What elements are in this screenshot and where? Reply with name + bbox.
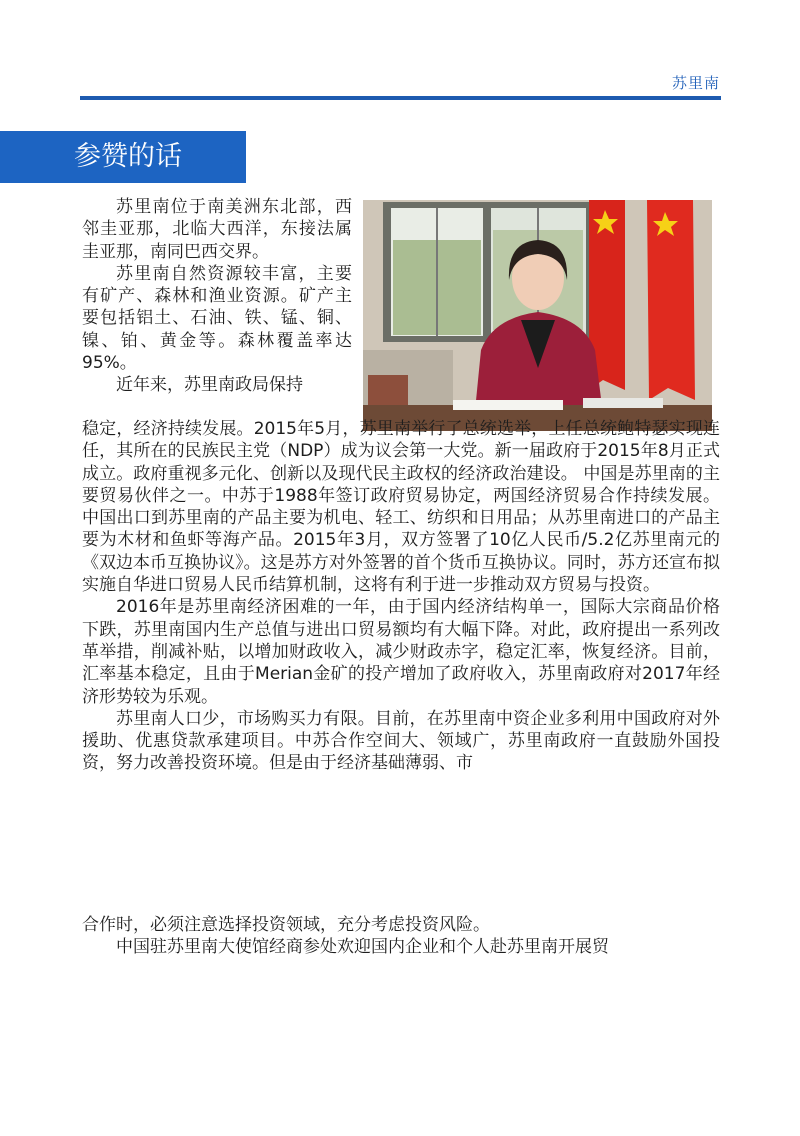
paragraph-politics-continued: 稳定，经济持续发展。2015年5月，苏里南举行了总统选举，上任总统鲍特瑟实现连任，其所在的民族民主党（NDP）成为议会第一大党。新一届政府于2015年8月正式成立。政府重视多元化、创新以及现代民主政权的经济政治建设。 中国是苏里南的主要贸易伙伴之一。中苏于1988年签订政府贸易协定，两国经济贸易合作持续发展。中国出口到苏里南的产品主要为机电、轻工、纺织和日用品；从苏里南进口的产品主要为木材和鱼虾等海产品。2015年3月，双方签署了10亿人民币/5.2亿苏里南元的《双边本币互换协议》。这是苏方对外签署的首个货币互换协议。同时，苏方还宣布拟实施自华进口贸易人民币结算机制，这将有利于进一步推动双方贸易与投资。 — [82, 419, 720, 596]
counselor-photo — [363, 200, 712, 431]
header-rule — [80, 96, 721, 100]
paragraph-market-end: 合作时，必须注意选择投资领域，充分考虑投资风险。 — [82, 915, 490, 935]
paragraph-resources: 苏里南自然资源较丰富，主要有矿产、森林和渔业资源。矿产主要包括铝土、石油、铁、锰、铜、镍、铂、黄金等。森林覆盖率达95%。 — [82, 263, 352, 374]
left-column-text — [82, 196, 352, 397]
paragraph-market: 苏里南人口少，市场购买力有限。目前，在苏里南中资企业多利用中国政府对外援助、优惠贷款承建项目。中苏合作空间大、领域广，苏里南政府一直鼓励外国投资，努力改善投资环境。但是由于经济基础薄弱、市 — [82, 708, 720, 774]
section-title: 参赞的话 — [0, 131, 246, 183]
paragraph-politics-start: 近年来，苏里南政局保持 — [116, 375, 303, 396]
paragraph-location: 苏里南位于南美洲东北部，西邻圭亚那，北临大西洋，东接法属圭亚那，南同巴西交界。 — [82, 197, 352, 262]
full-width-text — [82, 418, 720, 775]
paragraph-economy-2016: 2016年是苏里南经济困难的一年，由于国内经济结构单一，国际大宗商品价格下跌，苏里南国内生产总值与进出口贸易额均有大幅下降。对此，政府提出一系列改革举措，削减补贴，以增加财政收入，减少财政赤字，稳定汇率，恢复经济。目前，汇率基本稳定，且由于Merian金矿的投产增加了政府收入，苏里南政府对2017年经济形势较为乐观。 — [82, 597, 720, 707]
continuation-text — [82, 914, 720, 959]
running-head: 苏里南 — [671, 74, 720, 92]
paragraph-welcome: 中国驻苏里南大使馆经商参处欢迎国内企业和个人赴苏里南开展贸 — [116, 937, 609, 958]
